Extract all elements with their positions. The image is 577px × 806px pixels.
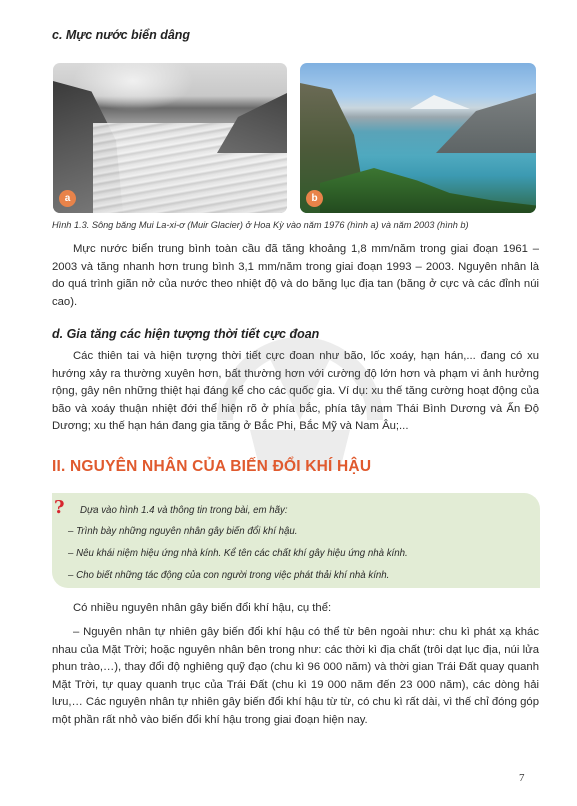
paragraph-sea-level: Mực nước biển trung bình toàn cầu đã tăng khoảng 1,8 mm/năm trong giai đoạn 1961 – 2003 và tăng nhanh hơn trung bình 3,1 mm/năm trong giai đoạn 1993 – 2003. Nguyên nhân là do quá trình giãn nở của nước theo nhiệt độ và do băng lục địa tan (băng ở cực và các đỉnh núi cao). (52, 243, 539, 308)
section-heading-c: c. Mực nước biển dâng (52, 28, 191, 42)
page-number: 7 (519, 772, 525, 784)
glacier-photo-2003 (300, 63, 536, 213)
question-item: – Trình bày những nguyên nhân gây biến đổi khí hậu. (68, 526, 298, 537)
section-heading-d: d. Gia tăng các hiện tượng thời tiết cực đoan (52, 327, 320, 341)
paragraph-extreme-weather: Các thiên tai và hiện tượng thời tiết cực đoan như bão, lốc xoáy, hạn hán,... đang có xu hướng xảy ra thường xuyên hơn, bất thường hơn với cường độ lớn hơn và phạm vi ảnh hưởng rộng, gây nên những thiệt hại đáng kể cho các quốc gia. Ví dụ: xu thế tăng cường hoạt động của bão và xoáy thuận nhiệt đới thể hiện rõ ở phía bắc, phía tây nam Thái Bình Dương và Ấn Độ Dương; xu thế hạn hán đang gia tăng ở Bắc Phi, Bắc Mỹ và Nam Âu;... (52, 350, 539, 432)
paragraph-causes-intro: Có nhiều nguyên nhân gây biến đổi khí hậu, cụ thể: (73, 602, 332, 614)
question-item: – Cho biết những tác động của con người trong việc phát thải khí nhà kính. (68, 570, 390, 581)
figure-caption: Hình 1.3. Sông băng Mui La-xi-ơ (Muir Glacier) ở Hoa Kỳ vào năm 1976 (hình a) và năm 2003 (hình b) (52, 220, 469, 230)
question-intro: Dựa vào hình 1.4 và thông tin trong bài, em hãy: (80, 505, 288, 516)
glacier-photo-1976 (53, 63, 287, 213)
question-item: – Nêu khái niệm hiệu ứng nhà kính. Kể tên các chất khí gây hiệu ứng nhà kính. (68, 548, 408, 559)
figure-label-b: b (306, 190, 323, 207)
section-heading-ii: II. NGUYÊN NHÂN CỦA BIẾN ĐỔI KHÍ HẬU (52, 458, 372, 475)
paragraph-natural-causes: – Nguyên nhân tự nhiên gây biến đổi khí hậu có thể từ bên ngoài như: chu kì phát xạ khác nhau của Mặt Trời; hoặc nguyên nhân bên trong như: các thời kì địa chất (trôi dạt lục địa, núi lửa phun trào,…), thay đổi độ nghiêng quỹ đạo (chu kì 96 000 năm) và thời gian Trái Đất quay quanh Mặt Trời, tự quay quanh trục của Trái Đất (chu kì 19 000 năm đến 23 000 năm), các dòng hải lưu,… Các nguyên nhân tự nhiên gây biến đổi khí hậu từ từ, có chu kì rất dài, vì thế chỉ đóng góp một phần rất nhỏ vào biến đổi khí hậu trong giai đoạn hiện nay. (52, 626, 539, 726)
figure-label-a: a (59, 190, 76, 207)
question-mark-icon: ? (54, 497, 65, 518)
